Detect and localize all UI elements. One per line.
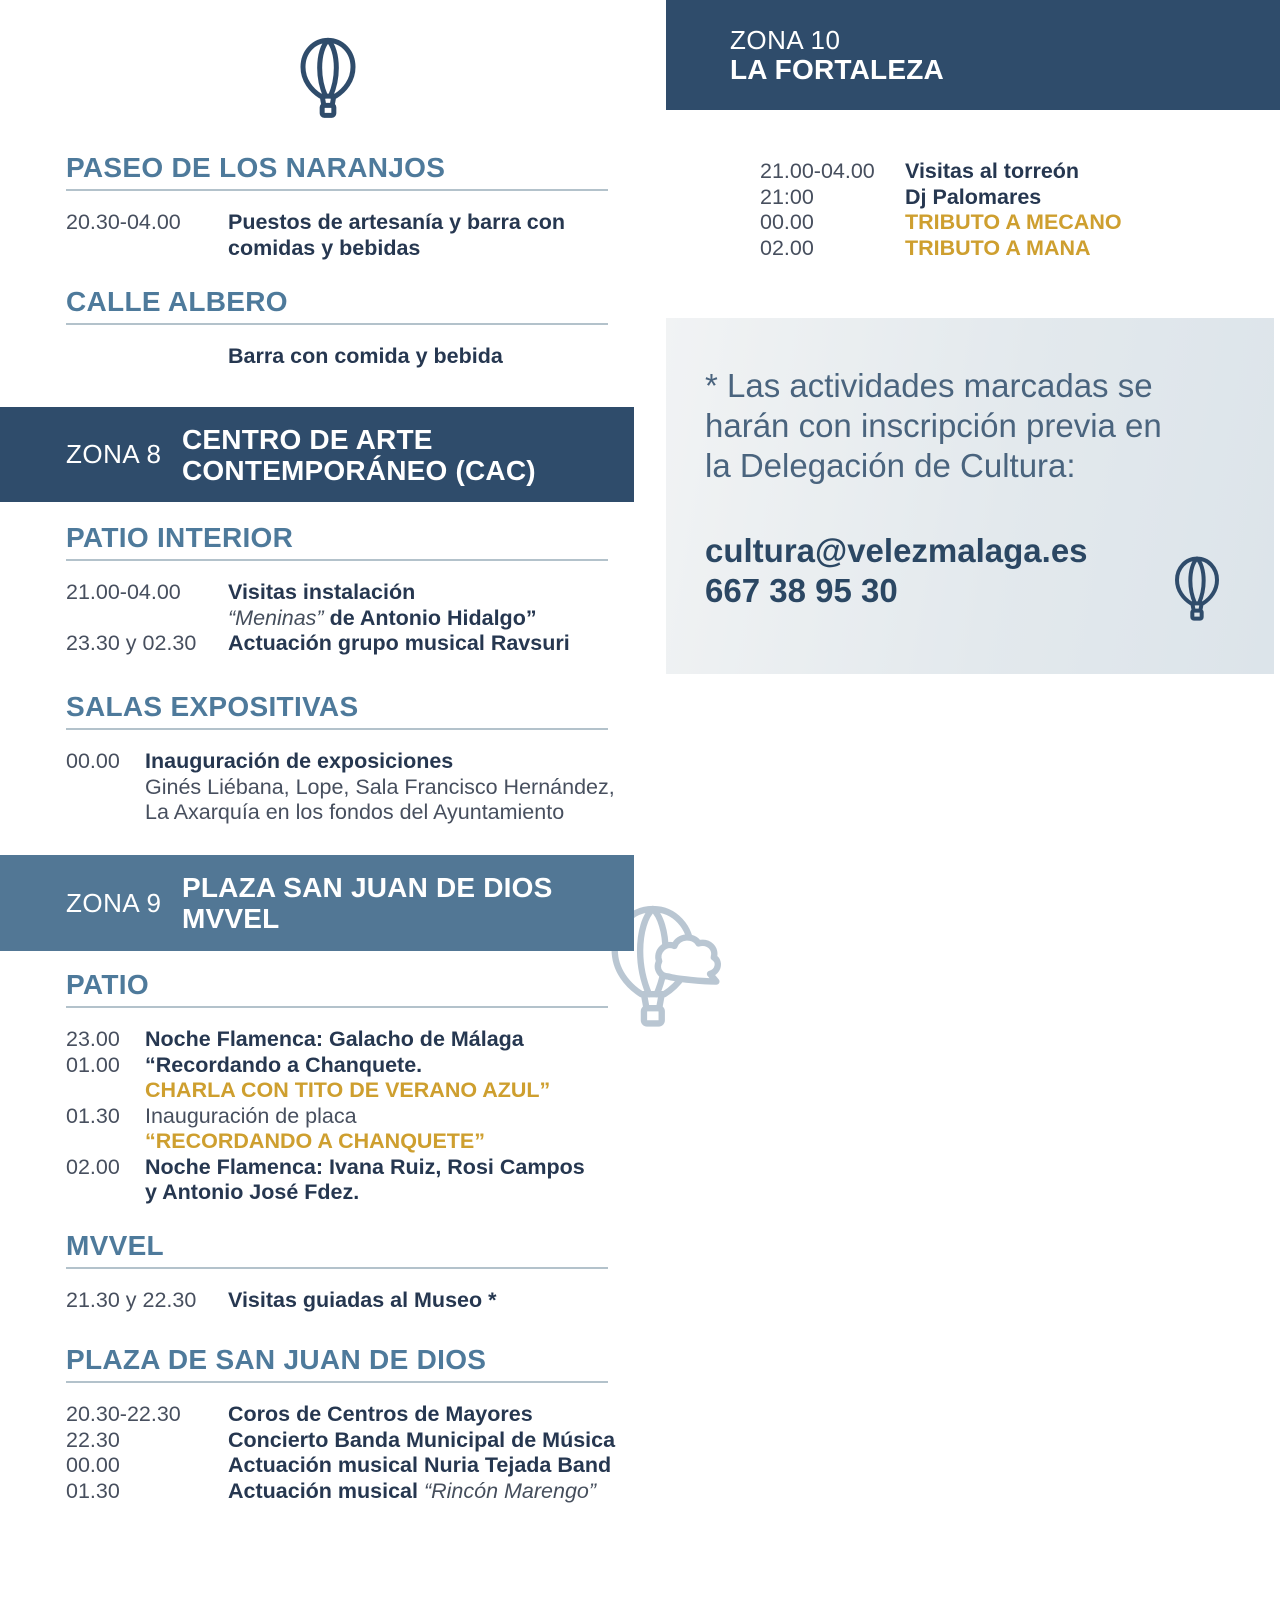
event-line: Ginés Liébana, Lope, Sala Francisco Hernández, [145,774,615,799]
schedule-rows [66,1402,616,1504]
event-time: 21.00-04.00 [760,159,875,183]
schedule-row [760,210,1280,236]
zone-title-line: MVVEL [182,903,280,934]
event-time: 00.00 [66,749,120,773]
zone-title-line: CENTRO DE ARTE [182,423,433,455]
event-line: Actuación grupo musical Ravsuri [228,631,570,655]
event-time: 23.00 [66,1027,120,1051]
event-line: Noche Flamenca: Ivana Ruiz, Rosi Campos [145,1154,585,1179]
zone9-banner [0,855,634,951]
event-time: 01.00 [66,1052,120,1077]
event-description [228,1453,611,1479]
contact-phone: 667 38 95 30 [705,572,898,609]
event-time: 21:00 [760,184,814,209]
section-patio-interior [66,521,608,657]
event-time: 02.00 [760,235,814,260]
hot-air-balloon-icon [1173,548,1221,628]
event-line: TRIBUTO A MANA [905,235,1091,260]
section-calle-albero [66,285,608,370]
event-time: 22.30 [66,1427,120,1452]
event-description [228,1479,608,1505]
event-line: TRIBUTO A MECANO [905,210,1122,234]
event-line: CHARLA CON TITO DE VERANO AZUL” [145,1078,551,1102]
event-description [228,344,608,370]
schedule-row [66,210,608,261]
note-line: harán con inscripción previa en [705,407,1162,444]
schedule-row [66,749,615,826]
schedule-rows [66,344,608,370]
zone-title-line: CONTEMPORÁNEO (CAC) [182,454,536,486]
section-heading: PATIO [66,968,608,1008]
schedule-row [66,344,608,370]
schedule-row [66,1288,608,1314]
event-time: 21.00-04.00 [66,580,181,604]
event-time: 23.30 y 02.30 [66,631,197,655]
event-time: 00.00 [66,1453,120,1477]
zone-title [182,872,553,934]
event-description [228,210,608,261]
event-line: Actuación musical Nuria Tejada Band [228,1453,612,1477]
section-heading: CALLE ALBERO [66,285,608,325]
event-description [228,631,608,657]
zone-title: LA FORTALEZA [730,54,944,85]
event-time: 01.30 [66,1103,120,1128]
event-line: Actuación musical “Rincón Marengo” [228,1478,597,1503]
event-line: Noche Flamenca: Galacho de Málaga [145,1027,524,1051]
section-heading: PASEO DE LOS NARANJOS [66,151,608,191]
event-line: y Antonio José Fdez. [145,1180,360,1204]
event-time: 01.30 [66,1478,120,1503]
section-mvvel [66,1229,608,1314]
contact-email: cultura@velezmalaga.es [705,532,1088,569]
zone10-banner [666,0,1280,110]
event-time: 21.30 y 22.30 [66,1288,197,1312]
schedule-rows [66,210,608,261]
schedule-row [66,1479,608,1505]
event-time: 02.00 [66,1154,120,1179]
schedule-row [66,631,608,657]
section-heading: SALAS EXPOSITIVAS [66,690,608,730]
event-description [145,1104,608,1155]
schedule-row [66,580,608,631]
event-line: “Recordando a Chanquete. [145,1052,423,1077]
event-description [228,1402,608,1428]
event-line: Coros de Centros de Mayores [228,1402,533,1426]
zone8-banner [0,407,634,502]
schedule-rows [760,159,1280,261]
event-line: Dj Palomares [905,184,1042,209]
event-description [905,159,1280,185]
hot-air-balloon-icon [298,36,358,118]
section-paseo-de-los-naranjos [66,151,608,261]
schedule-row [66,1027,608,1053]
event-line: comidas y bebidas [228,235,421,260]
event-line: Inauguración de placa [145,1103,357,1128]
note-line: * Las actividades marcadas se [705,367,1153,404]
event-description [905,185,1280,211]
schedule-row [66,1053,608,1104]
event-time: 20.30-04.00 [66,210,181,234]
event-line: La Axarquía en los fondos del Ayuntamiento [145,800,565,824]
event-description [905,210,1280,236]
section-patio [66,968,608,1206]
event-time: 20.30-22.30 [66,1402,181,1426]
event-description [228,580,608,631]
event-description [228,1288,608,1314]
schedule-row [66,1427,616,1454]
event-description [145,1053,608,1104]
section-heading: MVVEL [66,1229,608,1269]
event-line: Visitas instalación [228,580,416,604]
event-description [145,1027,608,1053]
schedule-rows [66,749,615,826]
schedule-row [760,159,1280,185]
zone-title-line: PLAZA SAN JUAN DE DIOS [182,872,553,903]
section-heading: PATIO INTERIOR [66,521,608,561]
event-time: 00.00 [760,210,814,234]
schedule-rows [66,1027,608,1206]
zone-title [182,424,536,486]
event-line: Visitas guiadas al Museo * [228,1288,497,1312]
schedule-row [66,1402,608,1428]
section-salas-expositivas [66,690,615,826]
registration-note [705,366,1274,486]
schedule-rows [66,580,608,657]
event-line: Inauguración de exposiciones [145,749,454,773]
zone-label: ZONA 9 [66,887,162,918]
event-description [905,236,1280,262]
note-line: la Delegación de Cultura: [705,447,1076,484]
schedule-row [66,1155,608,1206]
event-description [145,749,615,826]
event-description [228,1428,615,1454]
schedule-row [760,236,1280,262]
zone-label: ZONA 8 [66,439,162,469]
event-line: Puestos de artesanía y barra con [228,210,565,234]
schedule-row [760,185,1280,211]
registration-info-box [666,318,1274,674]
event-description [145,1155,608,1206]
schedule-row [66,1453,612,1479]
event-line: “Meninas” de Antonio Hidalgo” [228,605,537,630]
event-line: Concierto Banda Municipal de Música [228,1427,616,1452]
section-plaza-de-san-juan-de-dios [66,1343,616,1504]
section-heading: PLAZA DE SAN JUAN DE DIOS [66,1343,608,1383]
event-line: “RECORDANDO A CHANQUETE” [145,1129,486,1153]
schedule-rows [66,1288,608,1314]
event-line: Visitas al torreón [905,159,1080,183]
zone-label: ZONA 10 [730,25,841,55]
schedule-row [66,1104,608,1155]
event-line: Barra con comida y bebida [228,344,503,368]
